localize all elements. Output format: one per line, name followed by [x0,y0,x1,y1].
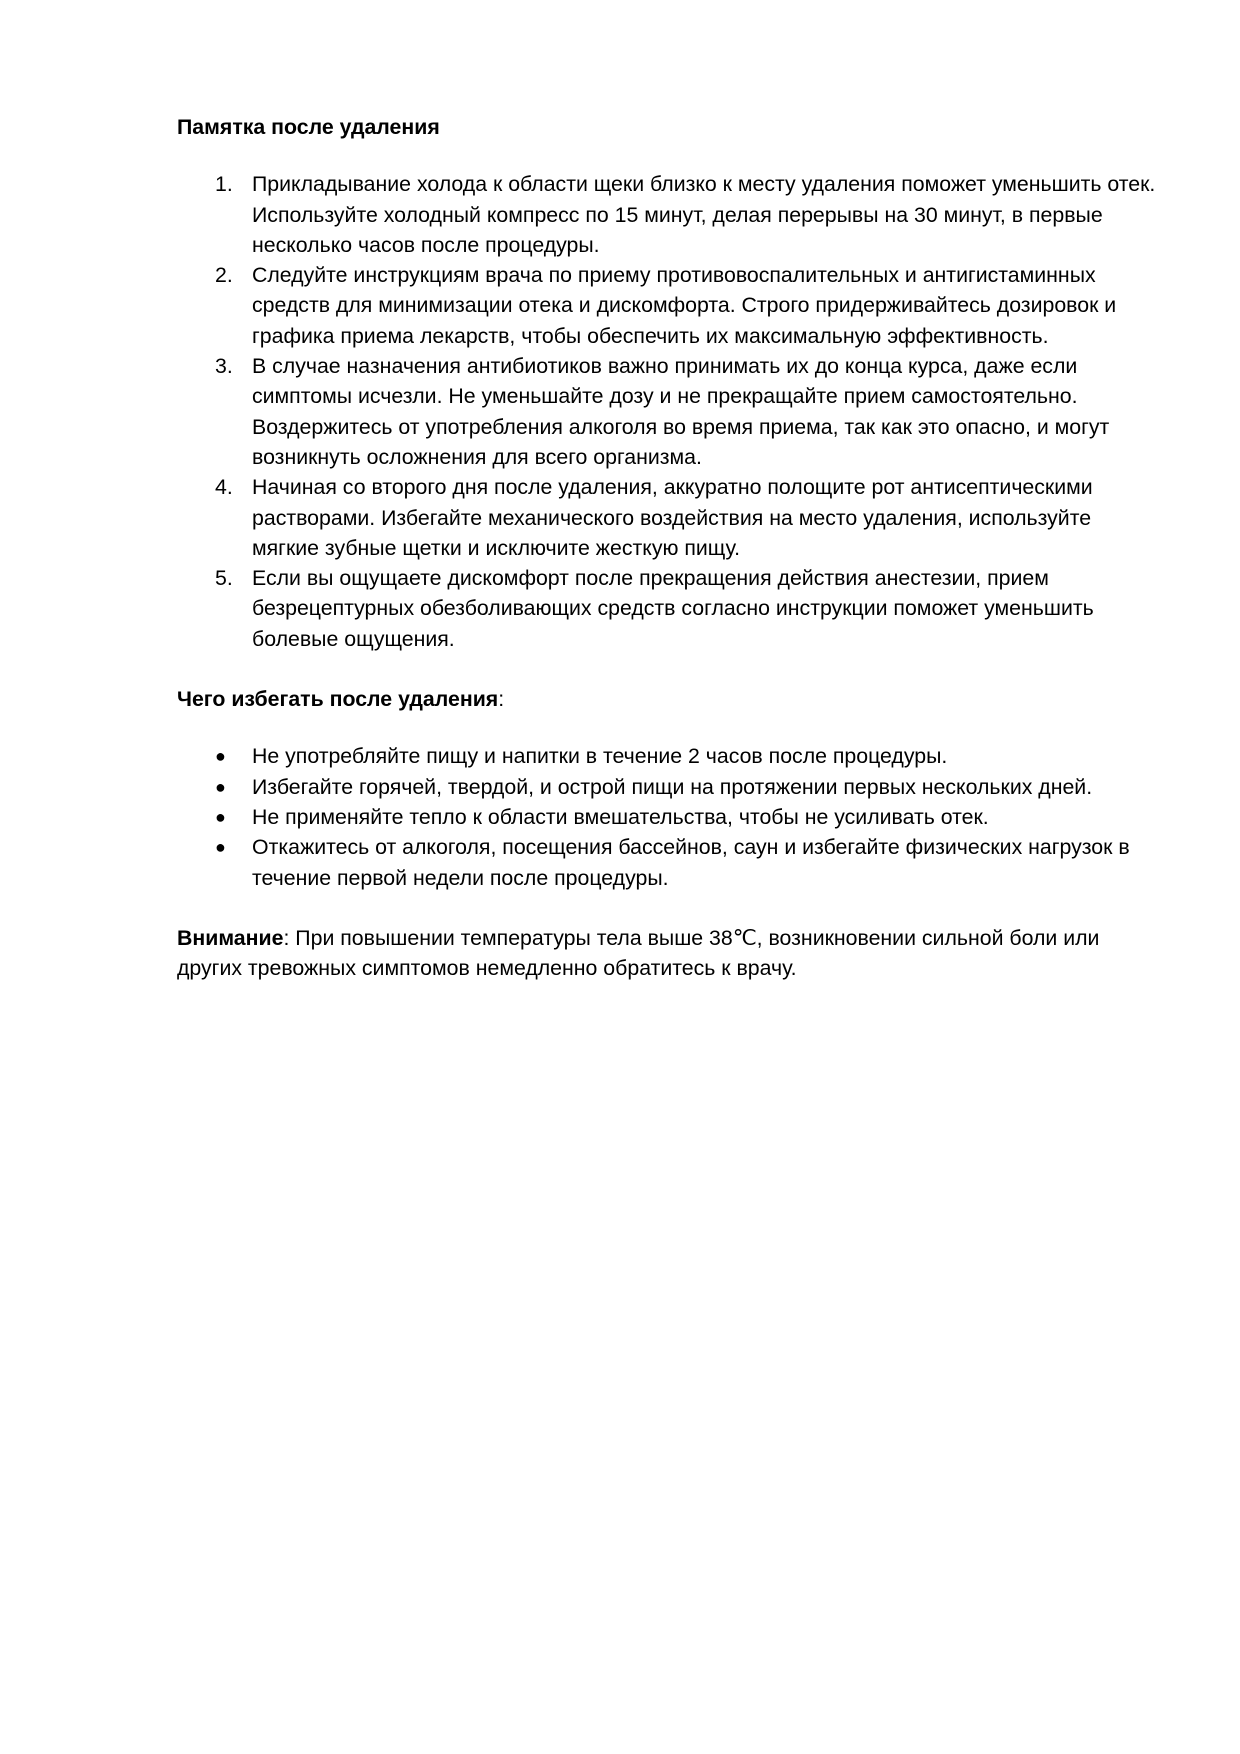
list-number: 3. [215,354,233,379]
avoid-section-heading [177,684,1157,714]
avoid-list [177,741,1157,892]
warning-label: Внимание [177,925,284,950]
list-number: 1. [215,172,233,197]
instructions-list [177,169,1157,654]
avoid-heading-colon: : [498,687,505,712]
list-number: 5. [215,566,233,591]
list-item-text: Не применяйте тепло к области вмешательства, чтобы не усиливать отек. [252,804,989,829]
list-item-text: Следуйте инструкциям врача по приему противовоспалительных и антигистаминных средств для минимизации отека и дискомфорта. Строго придерживайтесь дозировок и графика приема лекарств, чтобы обеспечить их максимальную эффективность. [252,263,1117,348]
list-item-text: В случае назначения антибиотиков важно принимать их до конца курса, даже если симптомы исчезли. Не уменьшайте дозу и не прекращайте прием самостоятельно. Воздержитесь от употребления алкоголя во время приема, так как это опасно, и могут возникнуть осложнения для всего организма. [252,354,1110,469]
list-item [177,832,1157,893]
list-number: 2. [215,263,233,288]
list-item-text: Если вы ощущаете дискомфорт после прекращения действия анестезии, прием безрецептурных обезболивающих средств согласно инструкции поможет уменьшить болевые ощущения. [252,566,1094,651]
page-title: Памятка после удаления [177,115,440,139]
bullet-icon: ● [215,837,226,858]
list-item [177,772,1157,802]
list-item [177,472,1157,563]
bullet-icon: ● [215,806,226,827]
list-item [177,802,1157,832]
list-item [177,169,1157,260]
list-item-text: Избегайте горячей, твердой, и острой пищи на протяжении первых нескольких дней. [252,774,1093,799]
bullet-icon: ● [215,746,226,767]
list-item-text: Начиная со второго дня после удаления, аккуратно полощите рот антисептическими растворами. Избегайте механического воздействия на место удаления, используйте мягкие зубные щетки и исключите жесткую пищу. [252,475,1093,560]
list-item [177,563,1157,654]
list-number: 4. [215,475,233,500]
list-item-text: Откажитесь от алкоголя, посещения бассейнов, саун и избегайте физических нагрузок в течение первой недели после процедуры. [252,835,1130,890]
list-item [177,260,1157,351]
warning-text: : При повышении температуры тела выше 38℃, возникновении сильной боли или других тревожных симптомов немедленно обратитесь к врачу. [177,925,1100,981]
list-item-text: Прикладывание холода к области щеки близко к месту удаления поможет уменьшить отек. Используйте холодный компресс по 15 минут, делая перерывы на 30 минут, в первые несколько часов после процедуры. [252,172,1156,257]
list-item [177,741,1157,771]
list-item-text: Не употребляйте пищу и напитки в течение 2 часов после процедуры. [252,744,948,769]
list-item [177,351,1157,472]
document-page [177,112,1157,983]
warning-paragraph [177,923,1157,984]
bullet-icon: ● [215,776,226,797]
avoid-heading-text: Чего избегать после удаления [177,687,499,712]
